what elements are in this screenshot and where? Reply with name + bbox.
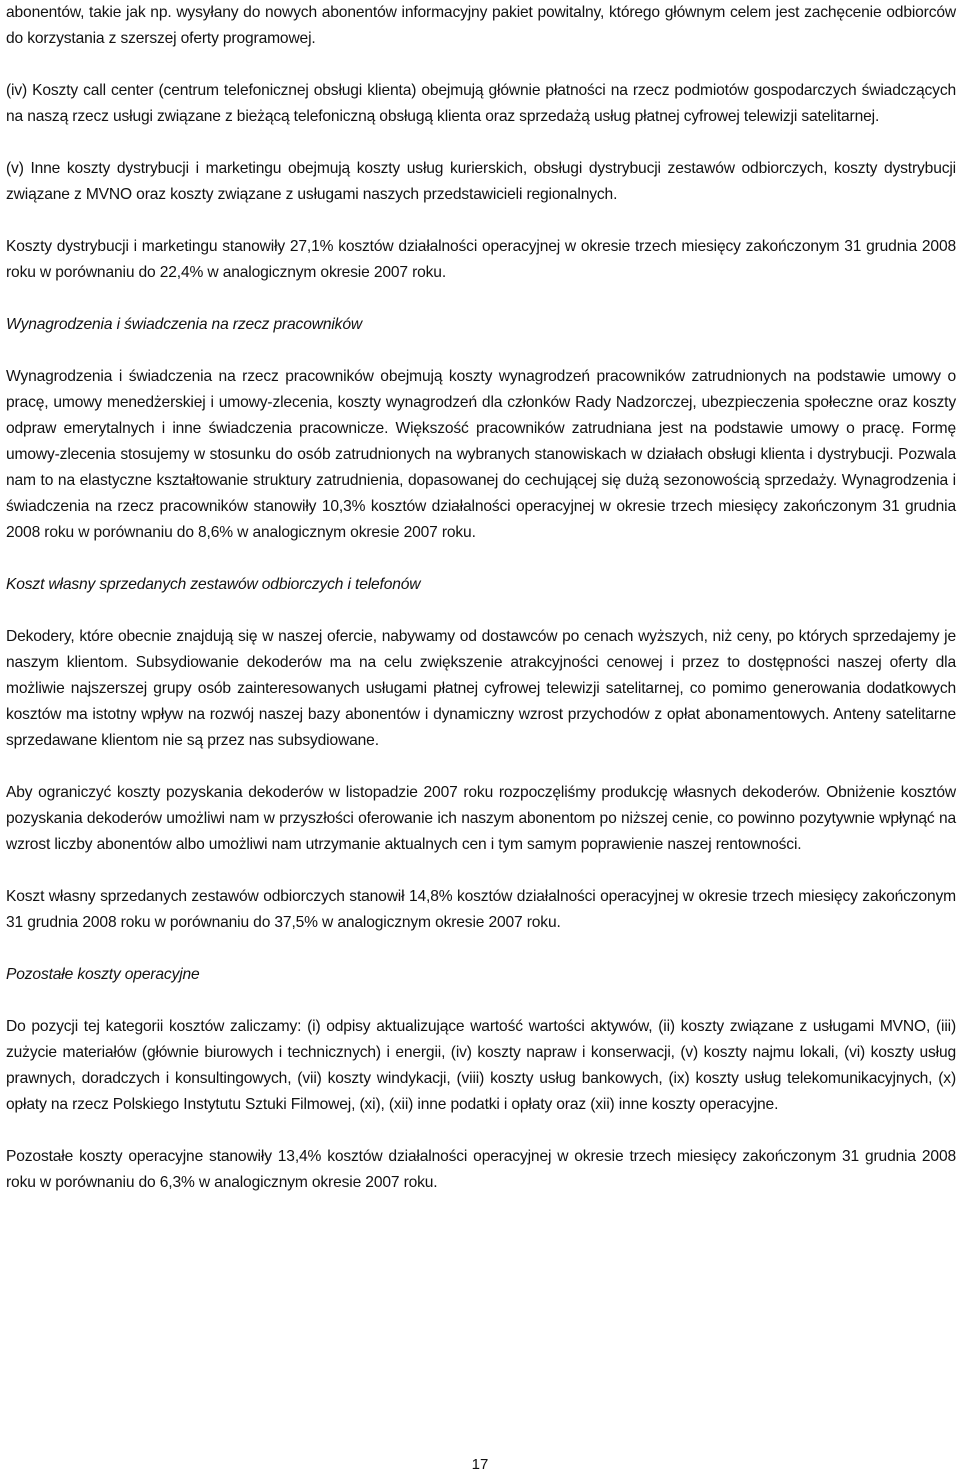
paragraph-other-costs-share: Pozostałe koszty operacyjne stanowiły 13,4% kosztów działalności operacyjnej w okresie trzech miesięcy zakończonym 31 grudnia 2008 roku w porównaniu do 6,3% w analogicznym okresie 2007 roku. bbox=[6, 1148, 956, 1191]
section-heading-decoder-costs: Koszt własny sprzedanych zestawów odbiorczych i telefonów bbox=[6, 576, 421, 593]
section-heading-wages: Wynagrodzenia i świadczenia na rzecz pracowników bbox=[6, 316, 362, 333]
section-heading-other-costs: Pozostałe koszty operacyjne bbox=[6, 966, 200, 983]
document-body bbox=[6, 0, 956, 1196]
paragraph-other-distribution-costs: (v) Inne koszty dystrybucji i marketingu obejmują koszty usług kurierskich, obsługi dystrybucji zestawów odbiorczych, koszty dystrybucji związane z MVNO oraz koszty związane z usługami naszych przedstawicieli regionalnych. bbox=[6, 160, 956, 203]
paragraph-decoders-subsidy: Dekodery, które obecnie znajdują się w naszej ofercie, nabywamy od dostawców po cenach wyższych, niż ceny, po których sprzedajemy je naszym klientom. Subsydiowanie dekoderów ma na celu zwiększenie atrakcyjności cenowej i przez to dostępności naszej oferty dla możliwie najszerszej grupy osób zainteresowanych usługami płatnej cyfrowej telewizji satelitarnej, co pomimo generowania dodatkowych kosztów ma istotny wpływ na rozwój naszej bazy abonentów i dynamiczny wzrost przychodów z opłat abonamentowych. Anteny satelitarne sprzedawane klientom nie są przez nas subsydiowane. bbox=[6, 628, 956, 749]
paragraph-continuation: abonentów, takie jak np. wysyłany do nowych abonentów informacyjny pakiet powitalny, którego głównym celem jest zachęcenie odbiorców do korzystania z szerszej oferty programowej. bbox=[6, 4, 956, 47]
paragraph-decoder-production: Aby ograniczyć koszty pozyskania dekoderów w listopadzie 2007 roku rozpoczęliśmy produkcję własnych dekoderów. Obniżenie kosztów pozyskania dekoderów umożliwi nam w przyszłości oferowanie ich naszym abonentom po niższej cenie, co powinno pozytywnie wpłynąć na wzrost liczby abonentów albo umożliwi nam utrzymanie aktualnych cen i tym samym poprawienie naszej rentowności. bbox=[6, 784, 956, 853]
page-number: 17 bbox=[471, 1456, 489, 1473]
paragraph-wages: Wynagrodzenia i świadczenia na rzecz pracowników obejmują koszty wynagrodzeń pracowników zatrudnionych na podstawie umowy o pracę, umowy menedżerskiej i umowy-zlecenia, koszty wynagrodzeń dla członków Rady Nadzorczej, ubezpieczenia społeczne oraz koszty odpraw emerytalnych i inne świadczenia pracownicze. Większość pracowników zatrudniana jest na podstawie umowy o pracę. Formę umowy-zlecenia stosujemy w stosunku do osób zatrudnionych na wybranych stanowiskach w działach obsługi klienta i dystrybucji. Pozwala nam to na elastyczne kształtowanie struktury zatrudnienia, dopasowanej do cechującej się dużą sezonowością sprzedaży. Wynagrodzenia i świadczenia na rzecz pracowników stanowiły 10,3% kosztów działalności operacyjnej w okresie trzech miesięcy zakończonym 31 grudnia 2008 roku w porównaniu do 8,6% w analogicznym okresie 2007 roku. bbox=[6, 368, 956, 541]
paragraph-other-costs-list: Do pozycji tej kategorii kosztów zaliczamy: (i) odpisy aktualizujące wartość wartości aktywów, (ii) koszty związane z usługami MVNO, (iii) zużycie materiałów (głównie biurowych i technicznych) i energii, (iv) koszty napraw i konserwacji, (v) koszty najmu lokali, (vi) koszty usług prawnych, doradczych i konsultingowych, (vii) koszty windykacji, (viii) koszty usług bankowych, (ix) koszty usług telekomunikacyjnych, (x) opłaty na rzecz Polskiego Instytutu Sztuki Filmowej, (xi), (xii) inne podatki i opłaty oraz (xii) inne koszty operacyjne. bbox=[6, 1018, 956, 1113]
paragraph-call-center-costs: (iv) Koszty call center (centrum telefonicznej obsługi klienta) obejmują głównie płatności na rzecz podmiotów gospodarczych świadczących na naszą rzecz usługi związane z bieżącą telefoniczną obsługą klienta oraz sprzedażą usług płatnej cyfrowej telewizji satelitarnej. bbox=[6, 82, 956, 125]
paragraph-decoder-cost-share: Koszt własny sprzedanych zestawów odbiorczych stanowił 14,8% kosztów działalności operacyjnej w okresie trzech miesięcy zakończonym 31 grudnia 2008 roku w porównaniu do 37,5% w analogicznym okresie 2007 roku. bbox=[6, 888, 956, 931]
paragraph-distribution-share: Koszty dystrybucji i marketingu stanowiły 27,1% kosztów działalności operacyjnej w okresie trzech miesięcy zakończonym 31 grudnia 2008 roku w porównaniu do 22,4% w analogicznym okresie 2007 roku. bbox=[6, 238, 956, 281]
